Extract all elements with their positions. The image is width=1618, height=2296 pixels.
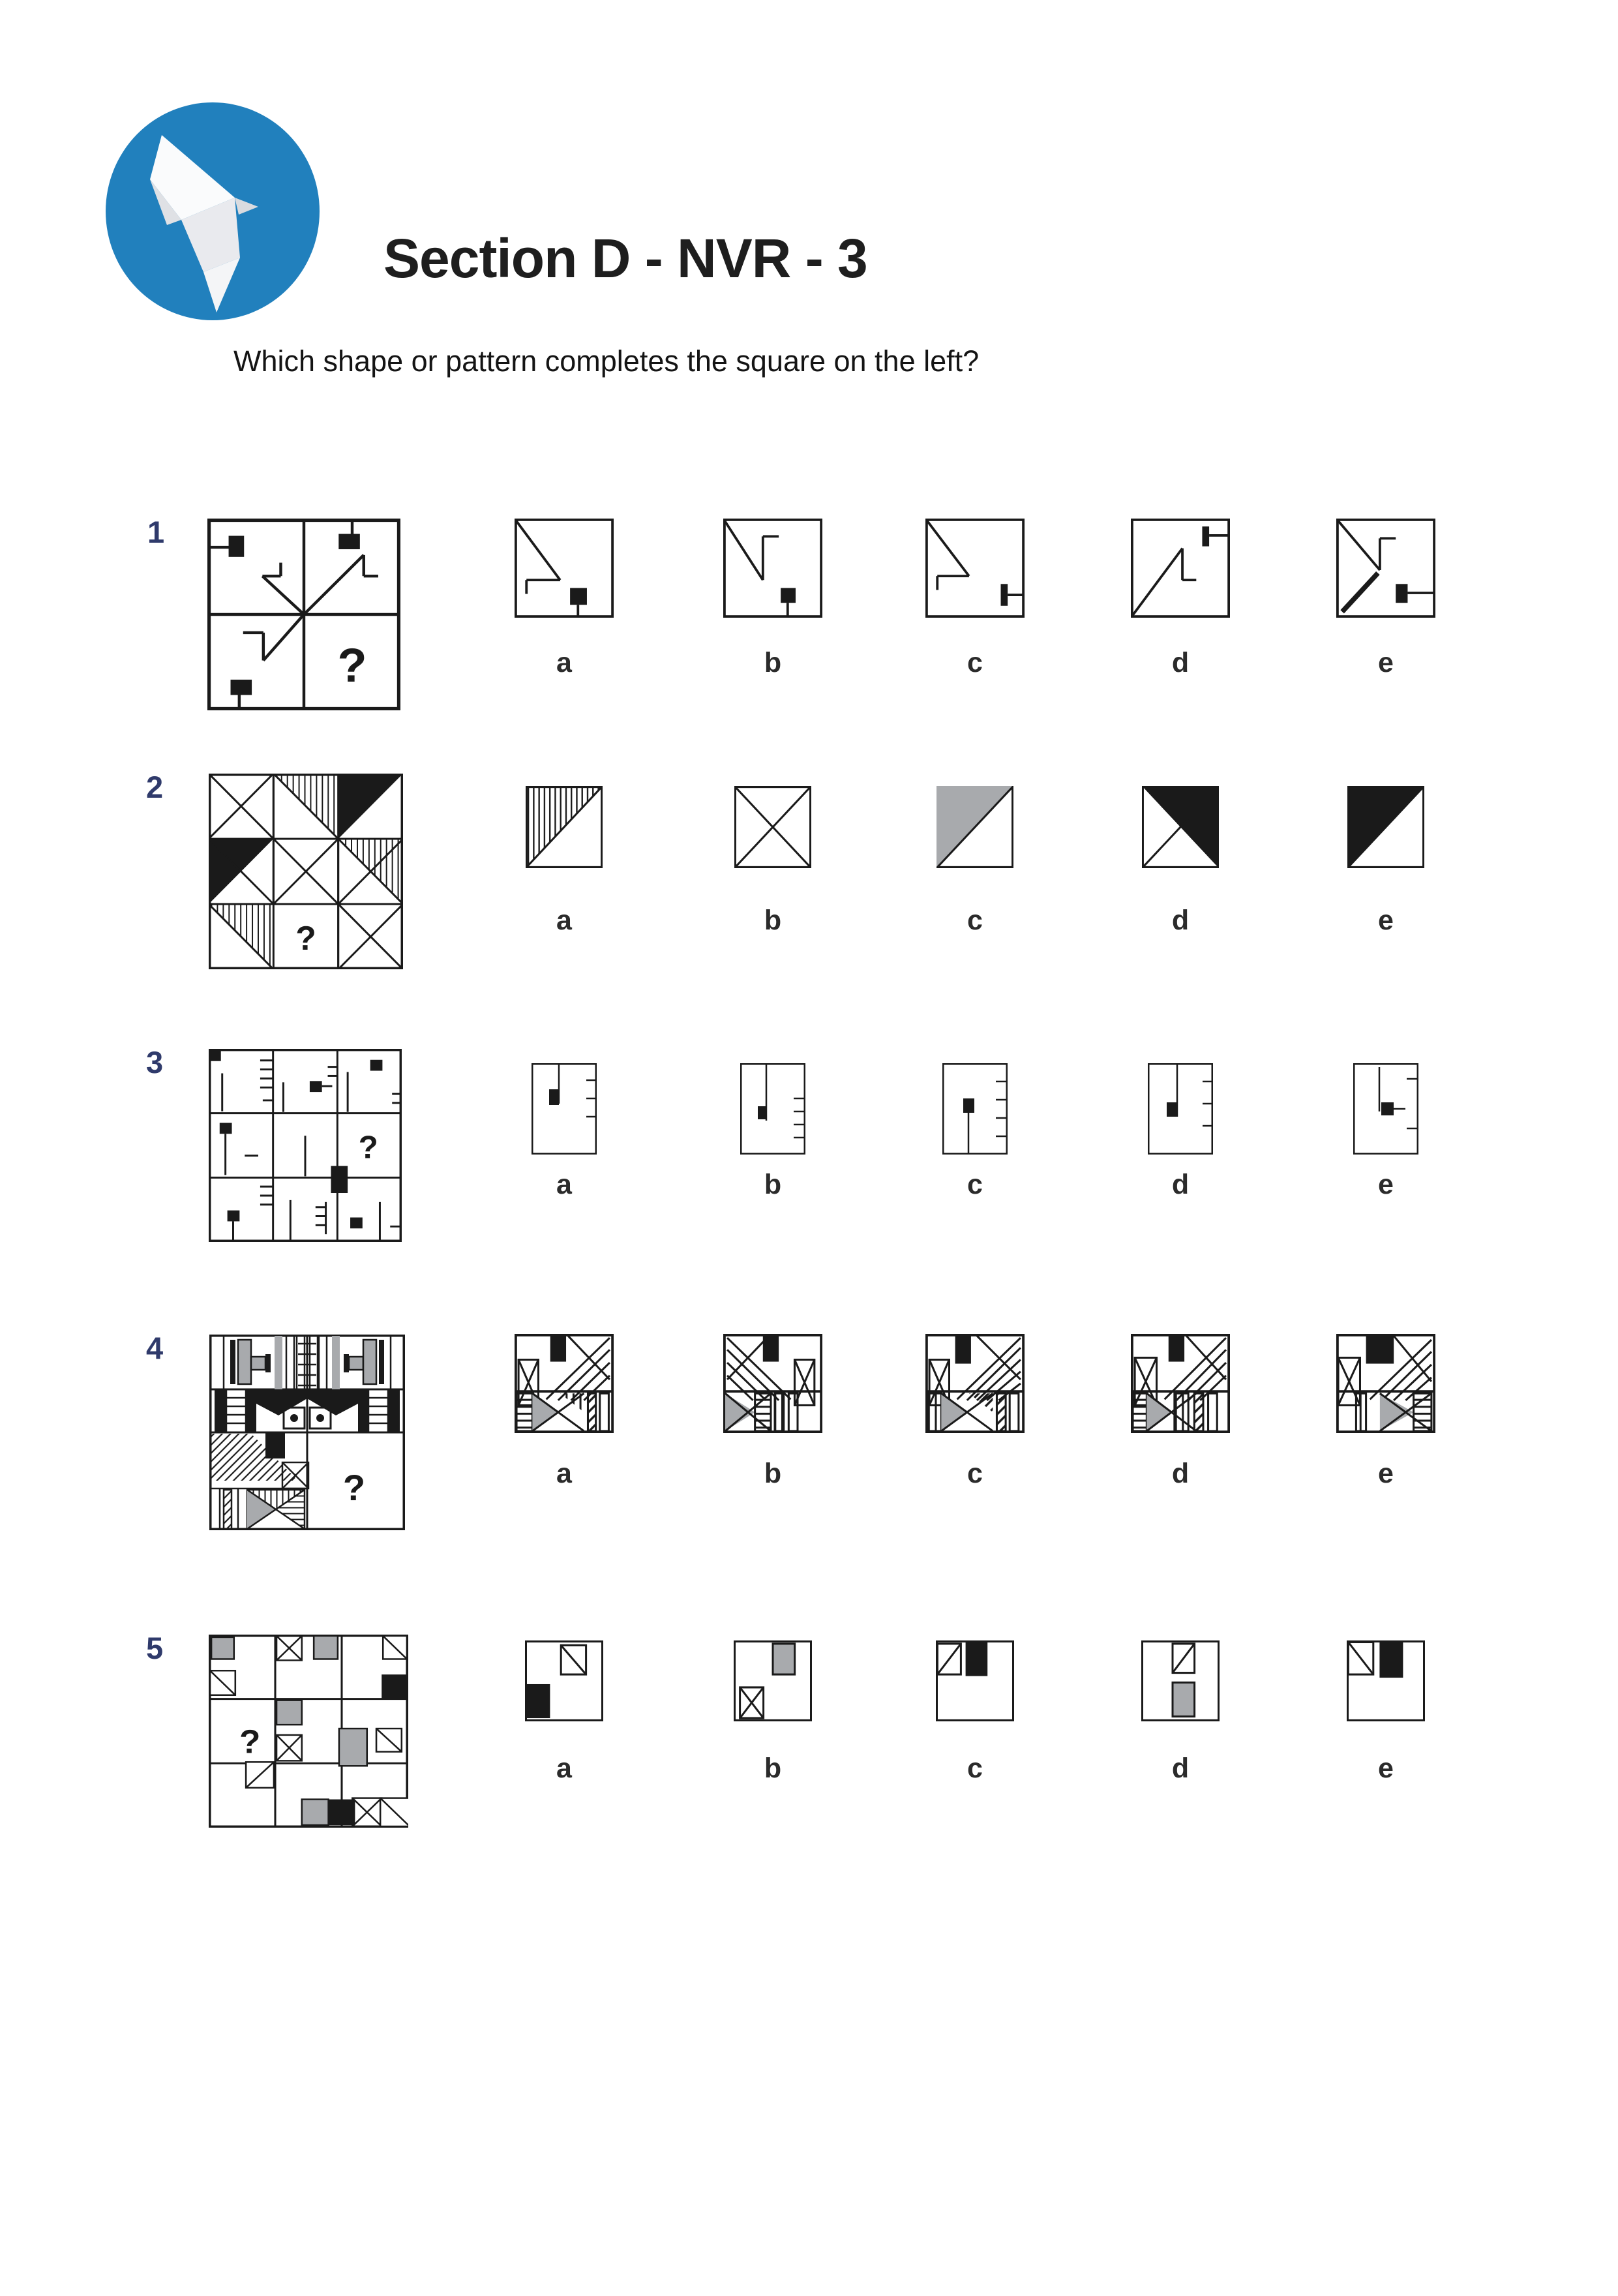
question-5-option-d-figure [1141, 1640, 1220, 1721]
question-4-option-c-figure [925, 1334, 1025, 1433]
question-2-option-d-figure [1142, 786, 1219, 868]
question-2-option-a-figure [526, 786, 603, 868]
question-3-option-c-label: c [967, 1169, 983, 1200]
question-2-main-figure [209, 774, 403, 969]
question-4-option-b-label: b [764, 1458, 782, 1489]
svg-text:?: ? [358, 1129, 378, 1166]
question-4-option-a-label: a [556, 1458, 572, 1489]
question-3-option-c-figure [942, 1063, 1008, 1155]
question-3-option-a-figure [532, 1063, 597, 1155]
question-2-option-c-figure [936, 786, 1013, 868]
question-5-option-c-label: c [967, 1753, 983, 1784]
svg-text:?: ? [337, 638, 367, 692]
question-4-option-e-label: e [1378, 1458, 1394, 1489]
question-1-option-d-figure [1131, 519, 1230, 618]
question-4-option-b-figure [723, 1334, 822, 1433]
question-3-option-a-label: a [556, 1169, 572, 1200]
question-1-option-b-label: b [764, 647, 782, 678]
question-1-option-c-figure [925, 519, 1025, 618]
question-2-option-a-label: a [556, 905, 572, 936]
question-1-option-a-figure [515, 519, 614, 618]
question-1-option-c-label: c [967, 647, 983, 678]
question-5-option-b-figure [734, 1640, 812, 1721]
question-3-option-d-figure [1148, 1063, 1213, 1155]
question-number: 3 [146, 1045, 164, 1080]
question-2-option-c-label: c [967, 905, 983, 936]
question-5-option-d-label: d [1171, 1753, 1190, 1784]
question-5-option-a-figure [525, 1640, 603, 1721]
question-number: 4 [146, 1331, 164, 1365]
svg-text:?: ? [239, 1723, 261, 1761]
question-3-option-e-label: e [1378, 1169, 1394, 1200]
question-4-option-e-figure [1336, 1334, 1435, 1433]
question-5-option-a-label: a [556, 1753, 572, 1784]
question-number: 5 [146, 1631, 164, 1665]
question-1-option-b-figure [723, 519, 822, 618]
question-4-option-d-label: d [1171, 1458, 1190, 1489]
question-4-main-figure [209, 1335, 405, 1530]
question-2-option-e-figure [1347, 786, 1424, 868]
question-4-option-a-figure [515, 1334, 614, 1433]
svg-text:?: ? [342, 1467, 366, 1508]
logo [104, 101, 321, 322]
question-5-option-c-figure [936, 1640, 1014, 1721]
question-5-main-figure [209, 1635, 408, 1828]
question-number: 2 [146, 770, 164, 804]
question-1-option-e-label: e [1378, 647, 1394, 678]
question-5-option-e-label: e [1378, 1753, 1394, 1784]
question-3-option-d-label: d [1171, 1169, 1190, 1200]
question-3-option-b-figure [740, 1063, 805, 1155]
question-number: 1 [147, 515, 165, 549]
svg-text:?: ? [295, 918, 316, 958]
question-3-option-b-label: b [764, 1169, 782, 1200]
question-4-option-c-label: c [967, 1458, 983, 1489]
question-1-main-figure [207, 519, 400, 710]
question-5-option-e-figure [1347, 1640, 1425, 1721]
question-2-option-d-label: d [1171, 905, 1190, 936]
question-2-option-b-figure [734, 786, 811, 868]
question-1-option-a-label: a [556, 647, 572, 678]
question-2-option-b-label: b [764, 905, 782, 936]
question-prompt: Which shape or pattern completes the square on the left? [233, 344, 980, 378]
question-3-main-figure [209, 1049, 402, 1242]
question-1-option-d-label: d [1171, 647, 1190, 678]
question-4-option-d-figure [1131, 1334, 1230, 1433]
page-title: Section D - NVR - 3 [383, 228, 867, 289]
question-1-option-e-figure [1336, 519, 1435, 618]
question-3-option-e-figure [1353, 1063, 1418, 1155]
question-2-option-e-label: e [1378, 905, 1394, 936]
question-5-option-b-label: b [764, 1753, 782, 1784]
